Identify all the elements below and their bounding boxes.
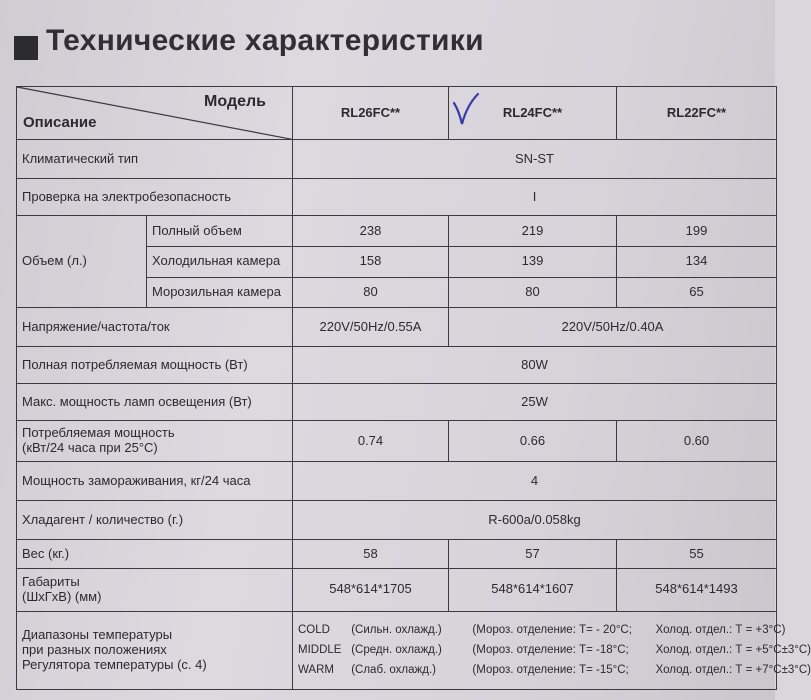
lamp-value: 25W — [293, 384, 777, 421]
power-row — [17, 347, 777, 384]
volume-freezer-label: Морозильная камера — [147, 277, 293, 308]
lamp-row — [17, 384, 777, 421]
temperature-label-line3: Регулятора температуры (с. 4) — [22, 656, 207, 672]
description-label: Описание — [23, 114, 97, 132]
freezing-value: 4 — [293, 462, 777, 501]
volume-fridge-label: Холодильная камера — [147, 246, 293, 277]
dimensions-rl26: 548*614*1705 — [293, 568, 449, 611]
temperature-modes — [293, 611, 811, 689]
mode-cold-desc: (Сильн. охлажд.) — [351, 624, 442, 637]
mode-cold-name: COLD — [298, 624, 330, 637]
header-row — [17, 87, 777, 140]
weight-row — [17, 540, 777, 569]
consumption-rl22: 0.60 — [617, 421, 777, 462]
temperature-mode-middle — [298, 640, 811, 660]
mode-warm-name: WARM — [298, 664, 334, 677]
temperature-mode-warm — [298, 660, 811, 680]
mode-cold-freezer: (Мороз. отделение: Т= - 20°С; — [472, 624, 632, 637]
climate-type-label: Климатический тип — [17, 140, 293, 179]
volume-freezer-rl22: 65 — [617, 277, 777, 308]
mode-warm-fridge: Холод. отдел.: Т = +7°С±3°С) — [655, 664, 811, 677]
volume-fridge-rl26: 158 — [293, 246, 449, 277]
temperature-label — [17, 611, 293, 689]
volume-fridge-rl22: 134 — [617, 246, 777, 277]
weight-rl24: 57 — [449, 540, 617, 569]
volume-total-rl26: 238 — [293, 216, 449, 247]
lamp-label: Макс. мощность ламп освещения (Вт) — [17, 384, 293, 421]
weight-label: Вес (кг.) — [17, 540, 293, 569]
voltage-row — [17, 308, 777, 347]
freezing-label: Мощность замораживания, кг/24 часа — [17, 462, 293, 501]
climate-type-row — [17, 140, 777, 179]
page-title: Технические характеристики — [46, 24, 484, 57]
model-description-header — [17, 87, 293, 140]
volume-total-rl24: 219 — [449, 216, 617, 247]
voltage-rl26: 220V/50Hz/0.55A — [293, 308, 449, 347]
model-label: Модель — [204, 93, 266, 110]
weight-rl26: 58 — [293, 540, 449, 569]
check-mark-icon — [451, 91, 481, 127]
consumption-label-line1: Потребляемая мощность — [22, 425, 175, 441]
voltage-rl24-rl22: 220V/50Hz/0.40A — [449, 308, 777, 347]
mode-middle-name: MIDDLE — [298, 644, 342, 657]
consumption-label — [17, 421, 293, 462]
dimensions-rl22: 548*614*1493 — [617, 568, 777, 611]
refrigerant-label: Хладагент / количество (г.) — [17, 501, 293, 540]
mode-warm-freezer: (Мороз. отделение: Т= -15°С; — [472, 664, 629, 677]
mode-middle-fridge: Холод. отдел.: Т = +5°С±3°С) — [655, 644, 811, 657]
climate-type-value: SN-ST — [293, 140, 777, 179]
consumption-row — [17, 421, 777, 462]
model-header-rl24 — [449, 87, 617, 140]
refrigerant-row — [17, 501, 777, 540]
mode-middle-desc: (Средн. охлажд.) — [351, 644, 442, 657]
title-square-marker — [14, 36, 38, 60]
volume-freezer-rl24: 80 — [449, 277, 617, 308]
mode-middle-freezer: (Мороз. отделение: Т= -18°С; — [472, 644, 629, 657]
model-header-rl24-label: RL24FC** — [502, 104, 563, 120]
consumption-rl26: 0.74 — [293, 421, 449, 462]
volume-freezer-rl26: 80 — [293, 277, 449, 308]
dimensions-label-line1: Габариты — [22, 573, 80, 589]
spec-table — [16, 86, 811, 690]
consumption-label-line2: (кВт/24 часа при 25°С) — [22, 440, 158, 456]
volume-total-row — [17, 216, 777, 247]
temperature-label-line2: при разных положениях — [22, 642, 167, 657]
model-header-rl26: RL26FC** — [293, 87, 449, 140]
dimensions-label-line2: (ШхГхВ) (мм) — [22, 588, 102, 604]
voltage-label: Напряжение/частота/ток — [17, 308, 293, 347]
power-value: 80W — [293, 347, 777, 384]
volume-total-label: Полный объем — [147, 216, 293, 247]
dimensions-rl24: 548*614*1607 — [449, 568, 617, 611]
mode-warm-desc: (Слаб. охлажд.) — [351, 664, 436, 677]
mode-cold-fridge: Холод. отдел.: Т = +3°С) — [655, 624, 786, 637]
power-label: Полная потребляемая мощность (Вт) — [17, 347, 293, 384]
temperature-row — [17, 611, 777, 689]
consumption-rl24: 0.66 — [449, 421, 617, 462]
freezing-row — [17, 462, 777, 501]
volume-label: Объем (л.) — [17, 216, 147, 308]
electrical-safety-label: Проверка на электробезопасность — [17, 179, 293, 216]
dimensions-label — [17, 568, 293, 611]
volume-fridge-rl24: 139 — [449, 246, 617, 277]
temperature-label-line1: Диапазоны температуры — [22, 627, 173, 643]
refrigerant-value: R-600a/0.058kg — [293, 501, 777, 540]
electrical-safety-row — [17, 179, 777, 216]
model-header-rl22: RL22FC** — [617, 87, 777, 140]
electrical-safety-value: I — [293, 179, 777, 216]
temperature-mode-cold — [298, 620, 786, 640]
volume-total-rl22: 199 — [617, 216, 777, 247]
dimensions-row — [17, 568, 777, 611]
weight-rl22: 55 — [617, 540, 777, 569]
